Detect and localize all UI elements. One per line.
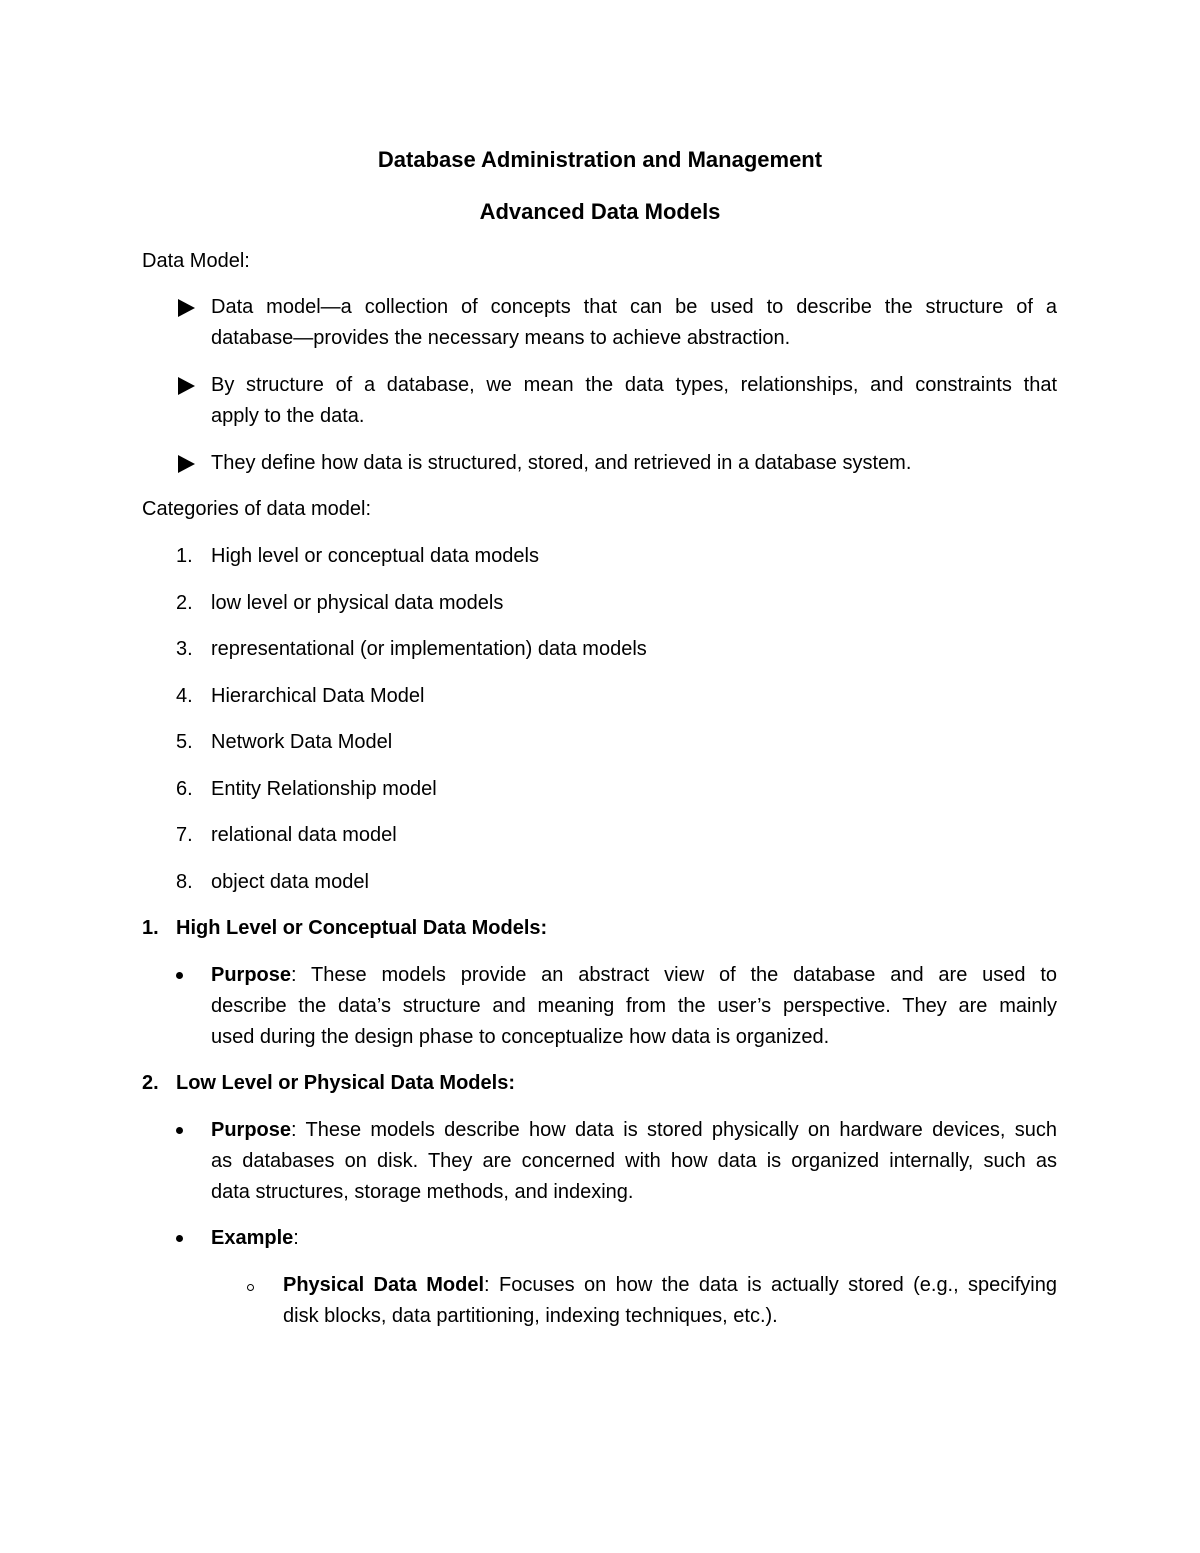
document-title: Database Administration and Management [377, 147, 823, 172]
category-item: object data model [211, 871, 369, 893]
bullet-dot-icon [176, 1127, 183, 1134]
arrow-bullet-2-line-1: By structure of a database, we mean the data types, relationships, and constraints that [211, 374, 1057, 396]
purpose-label: Purpose [211, 1119, 292, 1141]
section-2-purpose-line-3: data structures, storage methods, and indexing. [211, 1181, 634, 1203]
physical-data-model-label: Physical Data Model [283, 1274, 485, 1296]
category-number: 3. [176, 638, 193, 660]
document-subtitle: Advanced Data Models [479, 199, 721, 224]
section-2-purpose-line-1 [211, 1115, 1057, 1146]
section-2-heading: Low Level or Physical Data Models: [176, 1072, 515, 1094]
physical-data-model-text: : Focuses on how the data is actually stored (e.g., specifying [484, 1274, 1057, 1296]
arrow-bullet-1-line-2: database—provides the necessary means to achieve abstraction. [211, 327, 791, 349]
category-number: 5. [176, 731, 193, 753]
bullet-dot-icon [176, 1235, 183, 1242]
arrow-bullet-icon [178, 377, 195, 395]
category-number: 6. [176, 778, 193, 800]
section-1-number: 1. [142, 917, 159, 939]
section-1-purpose-line-3: used during the design phase to conceptualize how data is organized. [211, 1026, 830, 1048]
arrow-bullet-icon [178, 455, 195, 473]
bullet-dot-icon [176, 972, 183, 979]
category-item: Hierarchical Data Model [211, 685, 425, 707]
category-number: 1. [176, 545, 193, 567]
category-item: Network Data Model [211, 731, 393, 753]
example-line [211, 1223, 299, 1254]
physical-data-model-line-1 [283, 1270, 1057, 1301]
section-2-number: 2. [142, 1072, 159, 1094]
purpose-text: : These models provide an abstract view of the database and are used to [291, 964, 1057, 986]
example-label: Example [211, 1227, 294, 1249]
arrow-bullet-1-line-1: Data model—a collection of concepts that can be used to describe the structure of a [211, 296, 1057, 318]
example-colon: : [293, 1227, 299, 1249]
section-1-purpose-line-1 [211, 960, 1057, 991]
categories-heading: Categories of data model: [142, 498, 372, 520]
category-item: representational (or implementation) data models [211, 638, 647, 660]
section-2-purpose-line-2: as databases on disk. They are concerned with how data is organized internally, such as [211, 1150, 1057, 1172]
category-number: 8. [176, 871, 193, 893]
arrow-bullet-icon [178, 299, 195, 317]
bullet-circle-icon [247, 1284, 254, 1291]
section-1-purpose-line-2: describe the data’s structure and meaning from the user’s perspective. They are mainly [211, 995, 1057, 1017]
category-item: High level or conceptual data models [211, 545, 539, 567]
category-number: 2. [176, 592, 193, 614]
category-number: 4. [176, 685, 193, 707]
arrow-bullet-2-line-2: apply to the data. [211, 405, 365, 427]
purpose-text: : These models describe how data is stored physically on hardware devices, such [291, 1119, 1057, 1141]
data-model-heading: Data Model: [142, 250, 250, 272]
category-item: low level or physical data models [211, 592, 504, 614]
category-item: relational data model [211, 824, 397, 846]
category-item: Entity Relationship model [211, 778, 437, 800]
physical-data-model-line-2: disk blocks, data partitioning, indexing techniques, etc.). [283, 1305, 778, 1327]
category-number: 7. [176, 824, 193, 846]
purpose-label: Purpose [211, 964, 292, 986]
section-1-heading: High Level or Conceptual Data Models: [176, 917, 548, 939]
arrow-bullet-3-line-1: They define how data is structured, stored, and retrieved in a database system. [211, 452, 912, 474]
